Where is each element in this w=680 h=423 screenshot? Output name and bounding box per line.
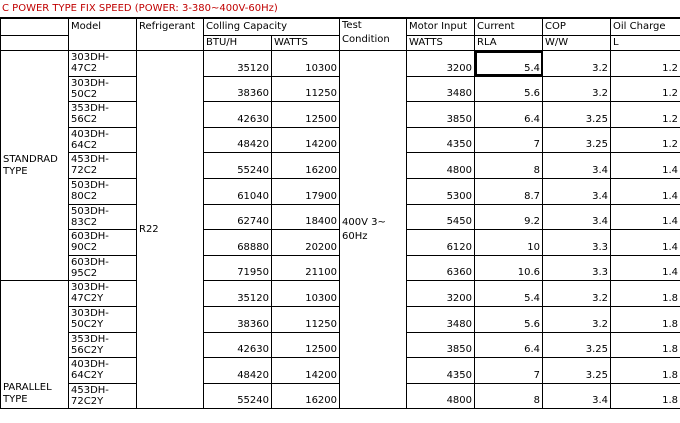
cop-cell[interactable]: 3.4 [543, 383, 611, 409]
oil-cell[interactable]: 1.8 [611, 332, 680, 358]
watts-cell[interactable]: 12500 [272, 332, 340, 358]
watts-cell[interactable]: 18400 [272, 204, 340, 230]
watts-cell[interactable]: 14200 [272, 358, 340, 384]
corner-cell[interactable] [1, 19, 69, 36]
current-cell[interactable]: 8 [475, 383, 543, 409]
watts-cell[interactable]: 11250 [272, 76, 340, 102]
btu-cell[interactable]: 38360 [204, 76, 272, 102]
model-cell[interactable]: 453DH-72C2Y [69, 383, 137, 409]
btu-cell[interactable]: 48420 [204, 358, 272, 384]
model-cell[interactable]: 303DH-47C2Y [69, 281, 137, 307]
current-cell[interactable]: 8.7 [475, 178, 543, 204]
cop-cell[interactable]: 3.4 [543, 178, 611, 204]
model-cell[interactable]: 303DH-47C2 [69, 51, 137, 77]
motor-cell[interactable]: 5450 [407, 204, 475, 230]
btu-cell[interactable]: 38360 [204, 306, 272, 332]
current-cell[interactable]: 10.6 [475, 255, 543, 281]
current-cell[interactable]: 8 [475, 153, 543, 179]
current-cell[interactable]: 5.6 [475, 306, 543, 332]
watts-cell[interactable]: 20200 [272, 230, 340, 256]
cop-cell[interactable]: 3.2 [543, 51, 611, 77]
oil-cell[interactable]: 1.8 [611, 306, 680, 332]
motor-cell[interactable]: 3850 [407, 102, 475, 128]
model-cell[interactable]: 453DH-72C2 [69, 153, 137, 179]
motor-cell[interactable]: 3480 [407, 306, 475, 332]
btu-cell[interactable]: 55240 [204, 383, 272, 409]
model-cell[interactable]: 403DH-64C2 [69, 127, 137, 153]
cop-cell[interactable]: 3.25 [543, 127, 611, 153]
btu-cell[interactable]: 42630 [204, 102, 272, 128]
cop-cell[interactable]: 3.2 [543, 306, 611, 332]
oil-cell[interactable]: 1.8 [611, 383, 680, 409]
model-cell[interactable]: 303DH-50C2 [69, 76, 137, 102]
model-cell[interactable]: 353DH-56C2Y [69, 332, 137, 358]
current-cell[interactable]: 5.6 [475, 76, 543, 102]
motor-cell[interactable]: 3480 [407, 76, 475, 102]
cop-cell[interactable]: 3.25 [543, 358, 611, 384]
corner-cell-2[interactable] [1, 36, 69, 51]
btu-cell[interactable]: 35120 [204, 51, 272, 77]
oil-cell[interactable]: 1.4 [611, 153, 680, 179]
watts-cell[interactable]: 10300 [272, 51, 340, 77]
oil-cell[interactable]: 1.8 [611, 281, 680, 307]
oil-charge-header[interactable]: Oil Charge [611, 19, 680, 36]
watts-cell[interactable]: 16200 [272, 383, 340, 409]
motor-cell[interactable]: 3850 [407, 332, 475, 358]
liter-unit-header[interactable]: L [611, 36, 680, 51]
header-row-1 [1, 19, 680, 36]
btu-cell[interactable]: 61040 [204, 178, 272, 204]
model-cell[interactable]: 603DH-95C2 [69, 255, 137, 281]
current-header[interactable]: Current [475, 19, 543, 36]
model-cell[interactable]: 353DH-56C2 [69, 102, 137, 128]
oil-cell[interactable]: 1.4 [611, 178, 680, 204]
motor-cell[interactable]: 3200 [407, 51, 475, 77]
current-cell[interactable]: 6.4 [475, 102, 543, 128]
motor-cell[interactable]: 4350 [407, 358, 475, 384]
cop-cell[interactable]: 3.3 [543, 230, 611, 256]
oil-cell[interactable]: 1.8 [611, 358, 680, 384]
watts-cell[interactable]: 12500 [272, 102, 340, 128]
watts-cell[interactable]: 16200 [272, 153, 340, 179]
oil-cell[interactable]: 1.2 [611, 127, 680, 153]
motor-cell[interactable]: 3200 [407, 281, 475, 307]
current-cell[interactable]: 7 [475, 127, 543, 153]
oil-cell[interactable]: 1.4 [611, 230, 680, 256]
sheet-title[interactable]: C POWER TYPE FIX SPEED (POWER: 3-380~400V-60Hz) [0, 0, 680, 18]
watts-cell[interactable]: 14200 [272, 127, 340, 153]
motor-input-header[interactable]: Motor Input [407, 19, 475, 36]
test-condition-header[interactable]: Test Condition [340, 19, 407, 51]
current-cell[interactable]: 5.4 [475, 281, 543, 307]
refrigerant-header[interactable]: Refrigerant [137, 19, 204, 51]
rla-unit-header[interactable]: RLA [475, 36, 543, 51]
current-cell[interactable]: 9.2 [475, 204, 543, 230]
cop-cell[interactable]: 3.2 [543, 76, 611, 102]
btu-cell[interactable]: 62740 [204, 204, 272, 230]
cop-cell[interactable]: 3.4 [543, 204, 611, 230]
ww-unit-header[interactable]: W/W [543, 36, 611, 51]
motor-cell[interactable]: 4800 [407, 153, 475, 179]
model-cell[interactable]: 603DH-90C2 [69, 230, 137, 256]
model-header[interactable]: Model [69, 19, 137, 51]
cop-cell[interactable]: 3.2 [543, 281, 611, 307]
btu-cell[interactable]: 55240 [204, 153, 272, 179]
cop-header[interactable]: COP [543, 19, 611, 36]
table-row [1, 51, 680, 77]
cooling-capacity-header[interactable]: Colling Capacity [204, 19, 340, 36]
motor-cell[interactable]: 6120 [407, 230, 475, 256]
cop-cell[interactable]: 3.25 [543, 102, 611, 128]
cop-cell[interactable]: 3.3 [543, 255, 611, 281]
motor-cell[interactable]: 5300 [407, 178, 475, 204]
type-cell-parallel[interactable]: PARALLEL TYPE [1, 281, 69, 409]
type-cell-standard[interactable]: STANDRAD TYPE [1, 51, 69, 281]
model-cell[interactable]: 303DH-50C2Y [69, 306, 137, 332]
oil-cell[interactable]: 1.2 [611, 102, 680, 128]
oil-cell[interactable]: 1.4 [611, 204, 680, 230]
current-cell[interactable]: 6.4 [475, 332, 543, 358]
btu-unit-header[interactable]: BTU/H [204, 36, 272, 51]
spec-table [0, 18, 680, 409]
cop-cell[interactable]: 3.25 [543, 332, 611, 358]
btu-cell[interactable]: 48420 [204, 127, 272, 153]
watts-cell[interactable]: 11250 [272, 306, 340, 332]
current-cell[interactable]: 10 [475, 230, 543, 256]
btu-cell[interactable]: 71950 [204, 255, 272, 281]
motor-cell[interactable]: 6360 [407, 255, 475, 281]
btu-cell[interactable]: 68880 [204, 230, 272, 256]
watts-cell[interactable]: 17900 [272, 178, 340, 204]
watts-unit-header[interactable]: WATTS [272, 36, 340, 51]
motor-watts-unit-header[interactable]: WATTS [407, 36, 475, 51]
current-cell[interactable]: 7 [475, 358, 543, 384]
refrigerant-cell[interactable]: R22 [137, 51, 204, 409]
model-cell[interactable]: 403DH-64C2Y [69, 358, 137, 384]
model-cell[interactable]: 503DH-83C2 [69, 204, 137, 230]
watts-cell[interactable]: 21100 [272, 255, 340, 281]
motor-cell[interactable]: 4800 [407, 383, 475, 409]
btu-cell[interactable]: 35120 [204, 281, 272, 307]
current-cell-selected[interactable]: 5.4 [475, 51, 543, 77]
motor-cell[interactable]: 4350 [407, 127, 475, 153]
oil-cell[interactable]: 1.2 [611, 51, 680, 77]
oil-cell[interactable]: 1.2 [611, 76, 680, 102]
watts-cell[interactable]: 10300 [272, 281, 340, 307]
btu-cell[interactable]: 42630 [204, 332, 272, 358]
cop-cell[interactable]: 3.4 [543, 153, 611, 179]
oil-cell[interactable]: 1.4 [611, 255, 680, 281]
test-condition-cell[interactable]: 400V 3~ 60Hz [340, 51, 407, 409]
model-cell[interactable]: 503DH-80C2 [69, 178, 137, 204]
